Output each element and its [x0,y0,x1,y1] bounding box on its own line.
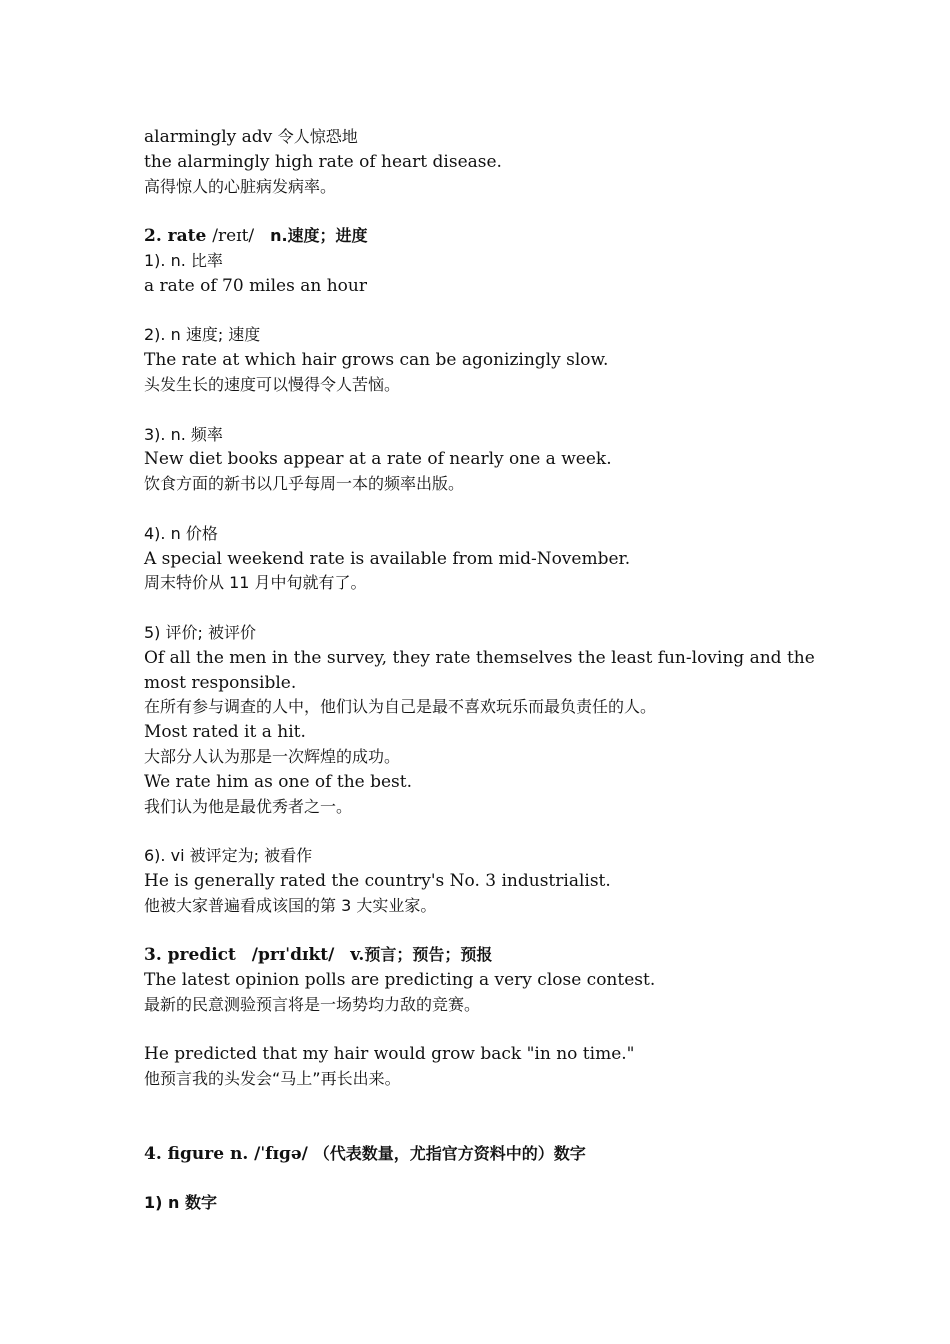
example-en: He predicted that my hair would grow back "in no time." [144,1044,635,1065]
spacer [144,398,824,423]
sense-label: 1) n 数字 [144,1193,217,1213]
document-page [144,125,824,1216]
spacer [144,299,824,324]
example-en: We rate him as one of the best. [144,771,413,792]
example-cn: 头发生长的速度可以慢得令人苦恼。 [144,374,401,394]
gloss-cn: 令人惊恐地 [277,127,358,146]
heading-cn: n.速度；进度 [270,226,368,246]
example-en: The latest opinion polls are predicting a very close contest. [144,970,656,991]
entry-rate-heading [144,224,824,249]
headword: 4. figure n. [144,1143,249,1164]
headword: alarmingly adv [144,127,273,147]
heading-cn: 预言；预告；预报 [364,945,493,965]
example-cn: 在所有参与调查的人中，他们认为自己是最不喜欢玩乐而最负责任的人。 [144,697,657,717]
example-en: A special weekend rate is available from mid-November. [144,548,631,569]
example-cn: 他预言我的头发会“马上”再长出来。 [144,1069,401,1089]
example-en: the alarmingly high rate of heart disease. [144,151,502,172]
spacer [144,199,824,224]
sense-label: 6). vi 被评定为; 被看作 [144,846,313,866]
example-en: He is generally rated the country's No. 3 industrialist. [144,870,611,891]
example-cn: 高得惊人的心脏病发病率。 [144,176,337,196]
spacer [144,497,824,522]
example-en: Of all the men in the survey, they rate themselves the least fun-loving and the most responsible. [144,647,815,693]
phonetic: /reɪt/ [212,226,255,247]
sense-label: 3). n. 频率 [144,424,223,444]
part-of-speech: v. [350,945,365,966]
spacer [144,596,824,621]
headword: 3. predict [144,945,236,966]
spacer [144,919,824,944]
entry-figure-heading [144,1142,824,1167]
example-cn: 周末特价从 11 月中旬就有了。 [144,573,367,593]
sense-label: 1). n. 比率 [144,250,223,270]
spacer [144,1092,824,1142]
phonetic: /ˈfɪɡə/ [254,1143,308,1164]
example-en: New diet books appear at a rate of nearly one a week. [144,449,612,470]
example-cn: 最新的民意测验预言将是一场势均力敌的竞赛。 [144,994,481,1014]
sense-label: 4). n 价格 [144,523,218,543]
example-en: a rate of 70 miles an hour [144,275,367,296]
phonetic: /prɪˈdɪkt/ [251,945,335,966]
example-cn: 我们认为他是最优秀者之一。 [144,796,353,816]
sense-label: 2). n 速度; 速度 [144,325,261,345]
example-cn: 他被大家普遍看成该国的第 3 大实业家。 [144,895,437,915]
entry-predict-heading [144,943,824,968]
spacer [144,1166,824,1191]
example-cn: 大部分人认为那是一次辉煌的成功。 [144,746,401,766]
entry-alarmingly-head [144,125,824,150]
example-cn: 饮食方面的新书以几乎每周一本的频率出版。 [144,474,465,494]
sense-label: 5) 评价; 被评价 [144,622,256,642]
example-en: Most rated it a hit. [144,722,306,743]
heading-cn: （代表数量，尤指官方资料中的）数字 [313,1143,586,1163]
example-en: The rate at which hair grows can be agonizingly slow. [144,350,609,371]
spacer [144,819,824,844]
headword: 2. rate [144,226,207,247]
spacer [144,1018,824,1043]
